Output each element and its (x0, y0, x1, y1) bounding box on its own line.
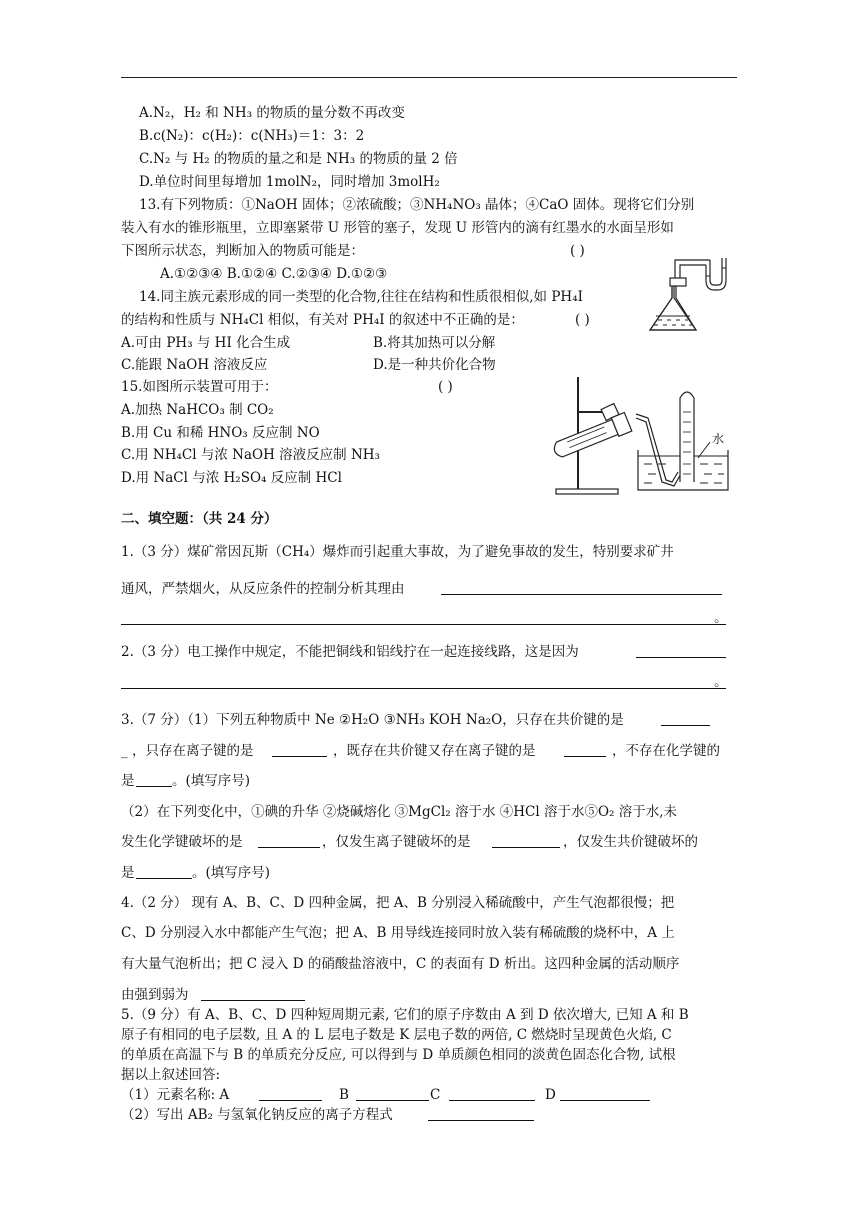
q14-option-a: A.可由 PH₃ 与 HI 化合生成 (121, 335, 291, 351)
fill3-line3b: 。(填写序号) (172, 773, 251, 789)
gas-collection-apparatus-figure (548, 372, 738, 497)
fill3-no-bond-blank[interactable] (136, 786, 172, 787)
fill2-line1: 2.（3 分）电工操作中规定，不能把铜线和铝线拧在一起连接线路，这是因为 (121, 644, 579, 660)
q14-option-c: C.能跟 NaOH 溶液反应 (121, 357, 268, 373)
fill3-line2b: ，既存在共价键又存在离子键的是 (333, 743, 536, 759)
fill5-element-d-blank[interactable] (560, 1100, 650, 1101)
fill3-covalent-break-blank[interactable] (136, 878, 192, 879)
q15-option-a: A.加热 NaHCO₃ 制 CO₂ (121, 402, 274, 418)
water-label: 水 (712, 432, 725, 446)
q14-line1: 14.同主族元素形成的同一类型的化合物,往往在结构和性质很相似,如 PH₄I (139, 289, 583, 305)
fill5-line4: 据以上叙述回答: (121, 1067, 221, 1083)
fill5-line1: 5.（9 分）有 A、B、C、D 四种短周期元素, 它们的原子序数由 A 到 D 依次增大, 已知 A 和 B (121, 1007, 689, 1023)
q12-option-c: C.N₂ 与 H₂ 的物质的量之和是 NH₃ 的物质的量 2 倍 (139, 151, 458, 167)
fill1-period: 。 (714, 610, 728, 626)
q14-answer-paren: ( ) (575, 312, 590, 328)
q14-option-b: B.将其加热可以分解 (373, 335, 496, 351)
fill3-line1: 3.（7 分）（1）下列五种物质中 Ne ②H₂O ③NH₃ KOH Na₂O，只存在共价键的是 (121, 712, 624, 728)
header-rule (121, 77, 737, 78)
fill5-element-c-label: C (430, 1087, 441, 1103)
fill3-both-bonds-blank[interactable] (564, 756, 606, 757)
fill3-line2c: ，不存在化学键的 (612, 743, 720, 759)
fill4-line1: 4.（2 分） 现有 A、B、C、D 四种金属，把 A、B 分别浸入稀硫酸中，产生气泡都很慢；把 (121, 895, 675, 911)
q13-answer-paren: ( ) (570, 243, 585, 259)
q14-option-d: D.是一种共价化合物 (373, 357, 496, 373)
fill5-element-d-label: D (545, 1087, 556, 1103)
q15-answer-paren: ( ) (438, 379, 453, 395)
q12-option-b: B.c(N₂)：c(H₂)：c(NH₃)＝1：3：2 (139, 128, 365, 144)
fill2-period: 。 (714, 674, 728, 690)
q13-line3: 下图所示状态，判断加入的物质可能是： (121, 243, 364, 259)
flask-u-tube-figure (640, 240, 740, 340)
fill3-line5b: ，仅发生离子键破坏的是 (322, 834, 471, 850)
fill1-answer-blank-2[interactable] (121, 624, 726, 625)
fill5-element-b-blank[interactable] (356, 1100, 429, 1101)
fill3-line5a: 发生化学键破坏的是 (121, 834, 243, 850)
fill3-line2a: _ ，只存在离子键的是 (121, 743, 254, 759)
q14-line2: 的结构和性质与 NH₄Cl 相似，有关对 PH₄I 的叙述中不正确的是： (121, 312, 524, 328)
fill4-line2: C、D 分别浸入水中都能产生气泡；把 A、B 用导线连接同时放入装有稀硫酸的烧杯中，A 上 (121, 925, 675, 941)
q13-options: A.①②③④ B.①②④ C.②③④ D.①②③ (160, 266, 388, 282)
q13-line2: 装入有水的锥形瓶里，立即塞紧带 U 形管的塞子，发现 U 形管内的滴有红墨水的水面呈形如 (121, 220, 674, 236)
q15-option-d: D.用 NaCl 与浓 H₂SO₄ 反应制 HCl (121, 470, 342, 486)
fill1-line2: 通风，严禁烟火，从反应条件的控制分析其理由 (121, 581, 405, 597)
q12-option-a: A.N₂，H₂ 和 NH₃ 的物质的量分数不再改变 (139, 105, 405, 121)
fill3-line6a: 是 (121, 865, 135, 881)
fill2-answer-blank[interactable] (636, 657, 726, 658)
fill1-answer-blank[interactable] (441, 594, 722, 595)
q15-option-b: B.用 Cu 和稀 HNO₃ 反应制 NO (121, 425, 320, 441)
q13-line1: 13.有下列物质：①NaOH 固体；②浓硫酸；③NH₄NO₃ 晶体；④CaO 固体。现将它们分别 (139, 197, 695, 213)
fill5-ionic-equation-blank[interactable] (428, 1120, 534, 1121)
fill5-line6: （2）写出 AB₂ 与氢氧化钠反应的离子方程式 (121, 1107, 393, 1123)
fill3-covalent-only-blank[interactable] (661, 725, 710, 726)
fill4-activity-order-blank[interactable] (201, 1000, 305, 1001)
fill2-answer-blank-2[interactable] (121, 688, 726, 689)
fill5-element-c-blank[interactable] (449, 1100, 535, 1101)
fill5-element-a-blank[interactable] (259, 1100, 322, 1101)
fill1-line1: 1.（3 分）煤矿常因瓦斯（CH₄）爆炸而引起重大事故，为了避免事故的发生，特别要求矿井 (121, 544, 674, 560)
fill4-line4: 由强到弱为 (121, 987, 189, 1003)
fill3-ionic-only-blank[interactable] (272, 756, 327, 757)
fill5-element-b-label: B (339, 1087, 349, 1103)
fill5-line2: 原子有相同的电子层数, 且 A 的 L 层电子数是 K 层电子数的两倍, C 燃烧时呈现黄色火焰, C (121, 1027, 672, 1043)
q15-option-c: C.用 NH₄Cl 与浓 NaOH 溶液反应制 NH₃ (121, 447, 380, 463)
fill5-line3: 的单质在高温下与 B 的单质充分反应, 可以得到与 D 单质颜色相同的淡黄色固态化合物, 试根 (121, 1047, 676, 1063)
q12-option-d: D.单位时间里每增加 1molN₂，同时增加 3molH₂ (139, 174, 440, 190)
fill5-element-a-label: （1）元素名称: A (121, 1087, 230, 1103)
fill3-line5c: ，仅发生共价键破坏的 (563, 834, 698, 850)
fill3-ionic-break-blank[interactable] (492, 847, 560, 848)
section2-title: 二、填空题：（共 24 分） (121, 511, 278, 527)
fill3-no-break-blank[interactable] (258, 847, 320, 848)
q15-line1: 15.如图所示装置可用于： (121, 379, 278, 395)
fill4-line3: 有大量气泡析出；把 C 浸入 D 的硝酸盐溶液中，C 的表面有 D 析出。这四种金属的活动顺序 (121, 956, 680, 972)
fill3-line6b: 。(填写序号) (192, 865, 271, 881)
fill3-line4: （2）在下列变化中，①碘的升华 ②烧碱熔化 ③MgCl₂ 溶于水 ④HCl 溶于水⑤O₂ 溶于水,未 (121, 804, 678, 820)
fill3-line3a: 是 (121, 773, 135, 789)
